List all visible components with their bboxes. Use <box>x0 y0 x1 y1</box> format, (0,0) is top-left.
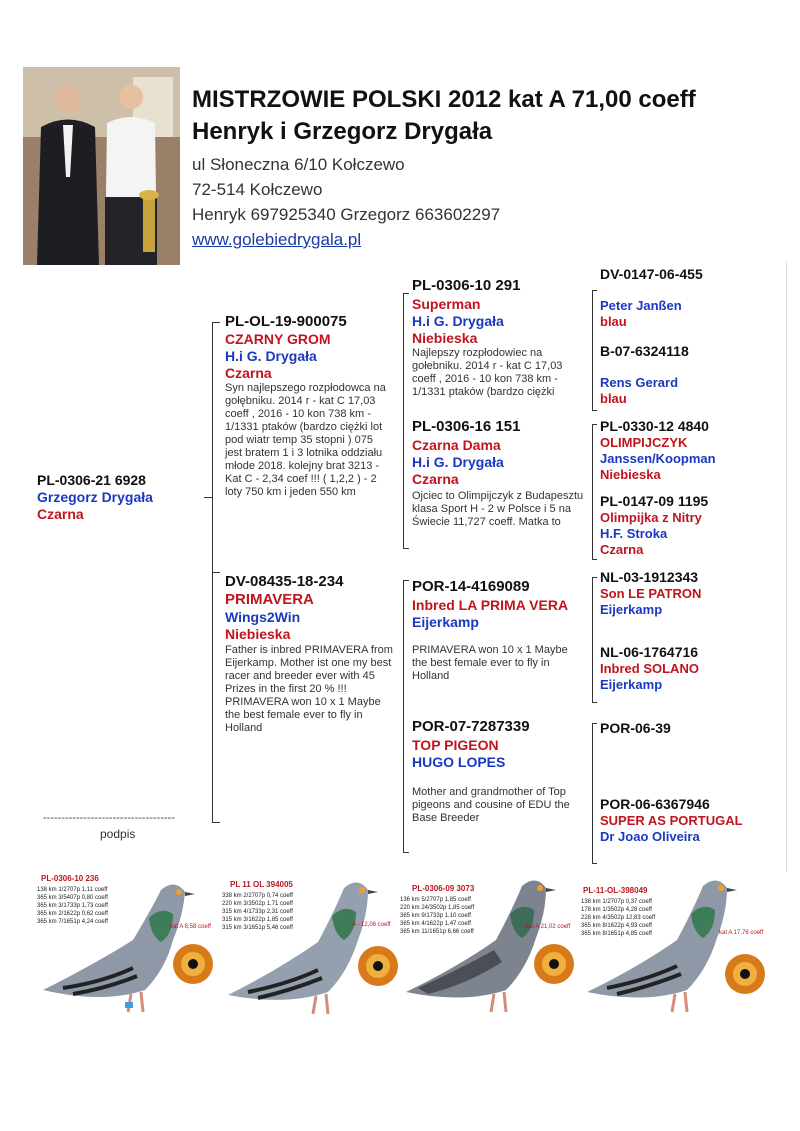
sd-color: Czarna <box>412 471 459 487</box>
result-row: 315 km 4/1733p 2,31 coeff <box>222 909 293 915</box>
result-row: 365 km 3/1733p 1,73 coeff <box>37 903 108 909</box>
g4-3-ring: PL-0330-12 4840 <box>600 418 709 434</box>
ss-note: Najlepszy rozpłodowiec na gołebniku. 2014 r - kat C 17,03 coeff , 2016 - 10 kon 738 km - 1/1331 ptaków (bardzo ciężki <box>412 347 563 398</box>
result-row: 365 km 8/1622p 4,93 coeff <box>581 923 652 929</box>
g4-3-name: OLIMPIJCZYK <box>600 435 688 450</box>
g4-7-ring: POR-06-39 <box>600 720 671 736</box>
g4-2-color: blau <box>600 391 627 406</box>
g4-5 <box>600 569 701 617</box>
sire-breeder: H.i G. Drygała <box>225 348 317 364</box>
breeders-photo <box>23 67 180 265</box>
dam-note: Father is inbred PRIMAVERA from Eijerkamp. Mother ist one my best racer and breeder ever with 45 Prizes in the first 20 % !!! PRIMAVERA won 10 x 1 Maybe the best female ever to fly in Holland <box>225 644 393 734</box>
ss-ring: PL-0306-10 291 <box>412 277 521 294</box>
pigeon-card-1-kat: kat A 8,58 coeff <box>170 924 211 930</box>
result-row: 365 km 3/5407p 0,80 coeff <box>37 895 108 901</box>
ds-breeder: Eijerkamp <box>412 614 479 630</box>
result-row: 365 km 4/1622p 1,47 coeff <box>400 921 471 927</box>
ds-note: PRIMAVERA won 10 x 1 Maybe the best female ever to fly in Holland <box>412 644 568 682</box>
result-row: 228 km 4/3502p 12,83 coeff <box>581 915 656 921</box>
sire-color: Czarna <box>225 365 272 381</box>
dd-note: Mother and grandmother of Top pigeons and cousine of EDU the Base Breeder <box>412 786 570 824</box>
g4-4-color: Czarna <box>600 542 644 557</box>
dam-breeder: Wings2Win <box>225 609 301 625</box>
signature-line: ------------------------------------ <box>43 812 175 824</box>
g4-6 <box>600 644 699 692</box>
g4-8-ring: POR-06-6367946 <box>600 796 710 812</box>
g4-1 <box>600 266 703 329</box>
pigeon-card-3-ring: PL-0306-09 3073 <box>412 884 475 893</box>
result-row: 136 km 5/2707p 1,85 coeff <box>400 897 471 903</box>
g4-4-ring: PL-0147-09 1195 <box>600 493 709 509</box>
subject-color: Czarna <box>37 506 84 522</box>
g4-8 <box>600 796 743 844</box>
pigeon-card-2-ring: PL 11 OL 394005 <box>230 880 293 889</box>
pigeon-card-3 <box>398 870 586 1020</box>
g4-4-name: Olimpijka z Nitry <box>600 510 702 525</box>
result-row: 315 km 3/1622p 1,85 coeff <box>222 917 293 923</box>
result-row: 365 km 2/1622p 0,62 coeff <box>37 911 108 917</box>
g4-8-breeder: Dr Joao Oliveira <box>600 829 700 844</box>
result-row: 220 km 24/3502p 1,85 coeff <box>400 905 475 911</box>
result-row: 365 km 11/1651p 6,66 coeff <box>400 929 474 935</box>
g4-6-breeder: Eijerkamp <box>600 677 663 692</box>
result-row: 338 km 2/2707p 0,74 coeff <box>222 893 293 899</box>
dam-sire-pigeon <box>412 578 584 683</box>
ds-ring: POR-14-4169089 <box>412 578 530 595</box>
result-row: 178 km 1/3502p 4,28 coeff <box>581 907 652 913</box>
g4-6-name: Inbred SOLANO <box>600 661 699 676</box>
ds-name: Inbred LA PRIMA VERA <box>412 597 569 613</box>
pigeon-card-1 <box>33 870 223 1020</box>
dd-breeder: HUGO LOPES <box>412 754 506 770</box>
pigeon-card-4-results <box>581 898 655 938</box>
postcode-line: 72-514 Kołczewo <box>192 180 323 199</box>
dam-ring: DV-08435-18-234 <box>225 573 344 590</box>
dd-name: TOP PIGEON <box>412 737 499 753</box>
phone-line: Henryk 697925340 Grzegorz 663602297 <box>192 205 501 224</box>
result-row: 365 km 9/1733p 1,10 coeff <box>400 913 471 919</box>
address-line: ul Słoneczna 6/10 Kołczewo <box>192 155 405 174</box>
pigeon-card-1-results <box>37 886 108 926</box>
pigeon-card-2-kat: A - 12,08 coeff <box>352 922 391 928</box>
g4-7 <box>600 720 671 736</box>
dam-dam-pigeon <box>412 718 584 825</box>
pigeon-card-2-results <box>222 892 293 932</box>
g4-3-color: Niebieska <box>600 467 661 482</box>
dam-pigeon <box>225 573 395 735</box>
pigeon-card-3-results <box>400 896 474 936</box>
subject-ring: PL-0306-21 6928 <box>37 472 146 488</box>
ss-name: Superman <box>412 296 481 312</box>
result-row: 365 km 8/1651p 4,85 coeff <box>581 931 652 937</box>
g4-3 <box>600 418 716 482</box>
dd-ring: POR-07-7287339 <box>412 718 530 735</box>
result-row: 315 km 3/1651p 5,46 coeff <box>222 925 293 931</box>
pigeon-card-2 <box>220 870 405 1020</box>
sd-ring: PL-0306-16 151 <box>412 418 521 435</box>
result-row: 138 km 1/2707p 0,37 coeff <box>581 899 652 905</box>
dam-name: PRIMAVERA <box>225 591 314 608</box>
g4-8-name: SUPER AS PORTUGAL <box>600 813 743 828</box>
page-title: MISTRZOWIE POLSKI 2012 kat A 71,00 coeff <box>192 86 696 113</box>
g4-5-breeder: Eijerkamp <box>600 602 663 617</box>
g4-1-breeder: Peter Janßen <box>600 298 682 313</box>
pigeon-card-3-kat: kat A 21,02 coeff <box>526 924 571 930</box>
subject-owner: Grzegorz Drygała <box>37 489 153 505</box>
pigeon-card-4-kat: kat A 17,76 coeff <box>719 930 764 936</box>
g4-4-breeder: H.F. Stroka <box>600 526 668 541</box>
subject-pigeon <box>37 472 153 522</box>
g4-2-ring: B-07-6324118 <box>600 343 689 359</box>
g4-1-color: blau <box>600 314 627 329</box>
g4-5-name: Son LE PATRON <box>600 586 702 601</box>
result-row: 365 km 7/1651p 4,24 coeff <box>37 919 108 925</box>
pigeon-card-1-ring: PL-0306-10 236 <box>41 874 99 883</box>
pigeon-card-4 <box>577 870 777 1020</box>
sd-breeder: H.i G. Drygała <box>412 454 504 470</box>
g4-4 <box>600 493 708 557</box>
pigeon-card-4-ring: PL-11-OL-398049 <box>583 886 648 895</box>
g4-1-ring: DV-0147-06-455 <box>600 266 703 282</box>
signature-label: podpis <box>100 827 136 841</box>
ss-breeder: H.i G. Drygała <box>412 313 504 329</box>
sire-sire-pigeon <box>412 277 584 399</box>
sire-pigeon <box>225 313 393 499</box>
sd-note: Ojciec to Olimpijczyk z Budapesztu klasa Sport H - 2 w Polsce i 5 na Świecie 11,727 coeff. Matka to <box>412 490 584 528</box>
sire-name: CZARNY GROM <box>225 331 331 347</box>
g4-5-ring: NL-03-1912343 <box>600 569 699 585</box>
sire-ring: PL-OL-19-900075 <box>225 313 347 330</box>
g4-6-ring: NL-06-1764716 <box>600 644 699 660</box>
dam-color: Niebieska <box>225 626 291 642</box>
breeder-names: Henryk i Grzegorz Drygała <box>192 118 493 145</box>
ss-color: Niebieska <box>412 330 478 346</box>
sire-dam-pigeon <box>412 418 584 529</box>
sd-name: Czarna Dama <box>412 437 501 453</box>
g4-2-breeder: Rens Gerard <box>600 375 679 390</box>
g4-2 <box>600 343 689 406</box>
website-link[interactable]: www.golebiedrygala.pl <box>192 230 362 249</box>
sire-note: Syn najlepszego rozpłodowca na gołębniku. 2014 r - kat C 17,03 coeff , 2016 - 10 kon 738 km - 1/1331 ptaków (bardzo ciężki lot pod wiatr temp 35 stopni ) 075 jest bratem 1 i 3 lotnika oddziału młode 2018. kolejny brat 3213 - Kat C - 2,34 coef !!! ( 1,2,2 ) - 2 loty 750 km i jeden 550 km <box>225 382 386 498</box>
result-row: 138 km 1/2707p 1,11 coeff <box>37 887 108 893</box>
result-row: 220 km 3/3502p 1,71 coeff <box>222 901 293 907</box>
g4-3-breeder: Janssen/Koopman <box>600 451 716 466</box>
